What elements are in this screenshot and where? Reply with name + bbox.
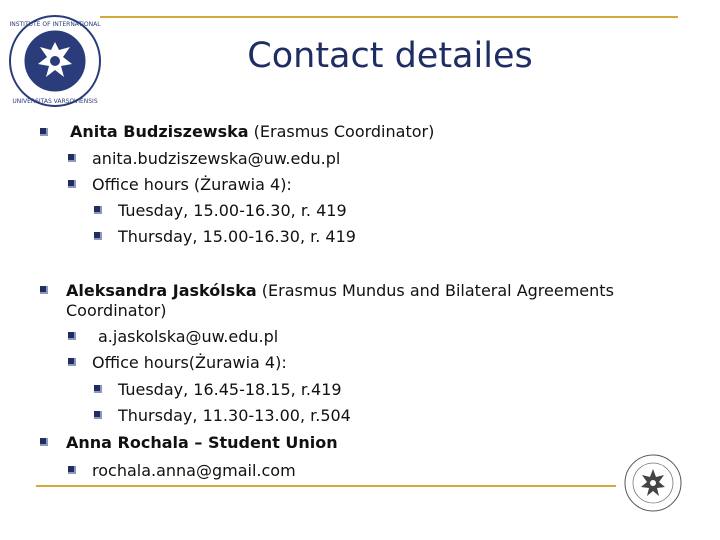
bullet-icon [40, 128, 48, 136]
contact-1-email[interactable]: anita.budziszewska@uw.edu.pl [92, 149, 341, 168]
bullet-icon [68, 154, 76, 162]
university-logo [6, 14, 104, 108]
contact-2-email[interactable]: a.jaskolska@uw.edu.pl [98, 327, 279, 346]
contact-1-heading [70, 122, 434, 141]
contact-1-name: Anita Budziszewska [70, 122, 249, 141]
bottom-rule [36, 485, 616, 487]
contact-3-name: Anna Rochala – Student Union [66, 433, 338, 452]
bullet-icon [40, 438, 48, 446]
contact-1-role: (Erasmus Coordinator) [248, 122, 435, 141]
contact-2-role-cont: Coordinator) [66, 301, 167, 320]
contact-2-hours-2: Thursday, 11.30-13.00, r.504 [118, 406, 351, 425]
bullet-icon [94, 385, 102, 393]
contact-2-name: Aleksandra Jaskólska [66, 281, 257, 300]
contact-2-role: (Erasmus Mundus and Bilateral Agreements [256, 281, 614, 300]
page-title: Contact detailes [247, 36, 533, 76]
university-seal-icon [622, 452, 684, 514]
contact-1-hours-1: Tuesday, 15.00-16.30, r. 419 [118, 201, 347, 220]
bullet-icon [40, 286, 48, 294]
title-top-rule [100, 16, 678, 18]
contact-1-office-label: Office hours (Żurawia 4): [92, 175, 292, 194]
bullet-icon [94, 232, 102, 240]
bullet-icon [94, 411, 102, 419]
contact-1-hours-2: Thursday, 15.00-16.30, r. 419 [118, 227, 356, 246]
bullet-icon [68, 358, 76, 366]
contact-2-heading [66, 281, 614, 300]
contact-2-office-label: Office hours(Żurawia 4): [92, 353, 287, 372]
svg-text:INSTITUTE OF INTERNATIONAL: INSTITUTE OF INTERNATIONAL [9, 21, 101, 28]
contact-3-email[interactable]: rochala.anna@gmail.com [92, 461, 296, 480]
svg-text:UNIVERSITAS VARSOVIENSIS: UNIVERSITAS VARSOVIENSIS [12, 98, 98, 105]
bullet-icon [68, 466, 76, 474]
contact-2-hours-1: Tuesday, 16.45-18.15, r.419 [118, 380, 342, 399]
bullet-icon [68, 332, 76, 340]
bullet-icon [68, 180, 76, 188]
bullet-icon [94, 206, 102, 214]
